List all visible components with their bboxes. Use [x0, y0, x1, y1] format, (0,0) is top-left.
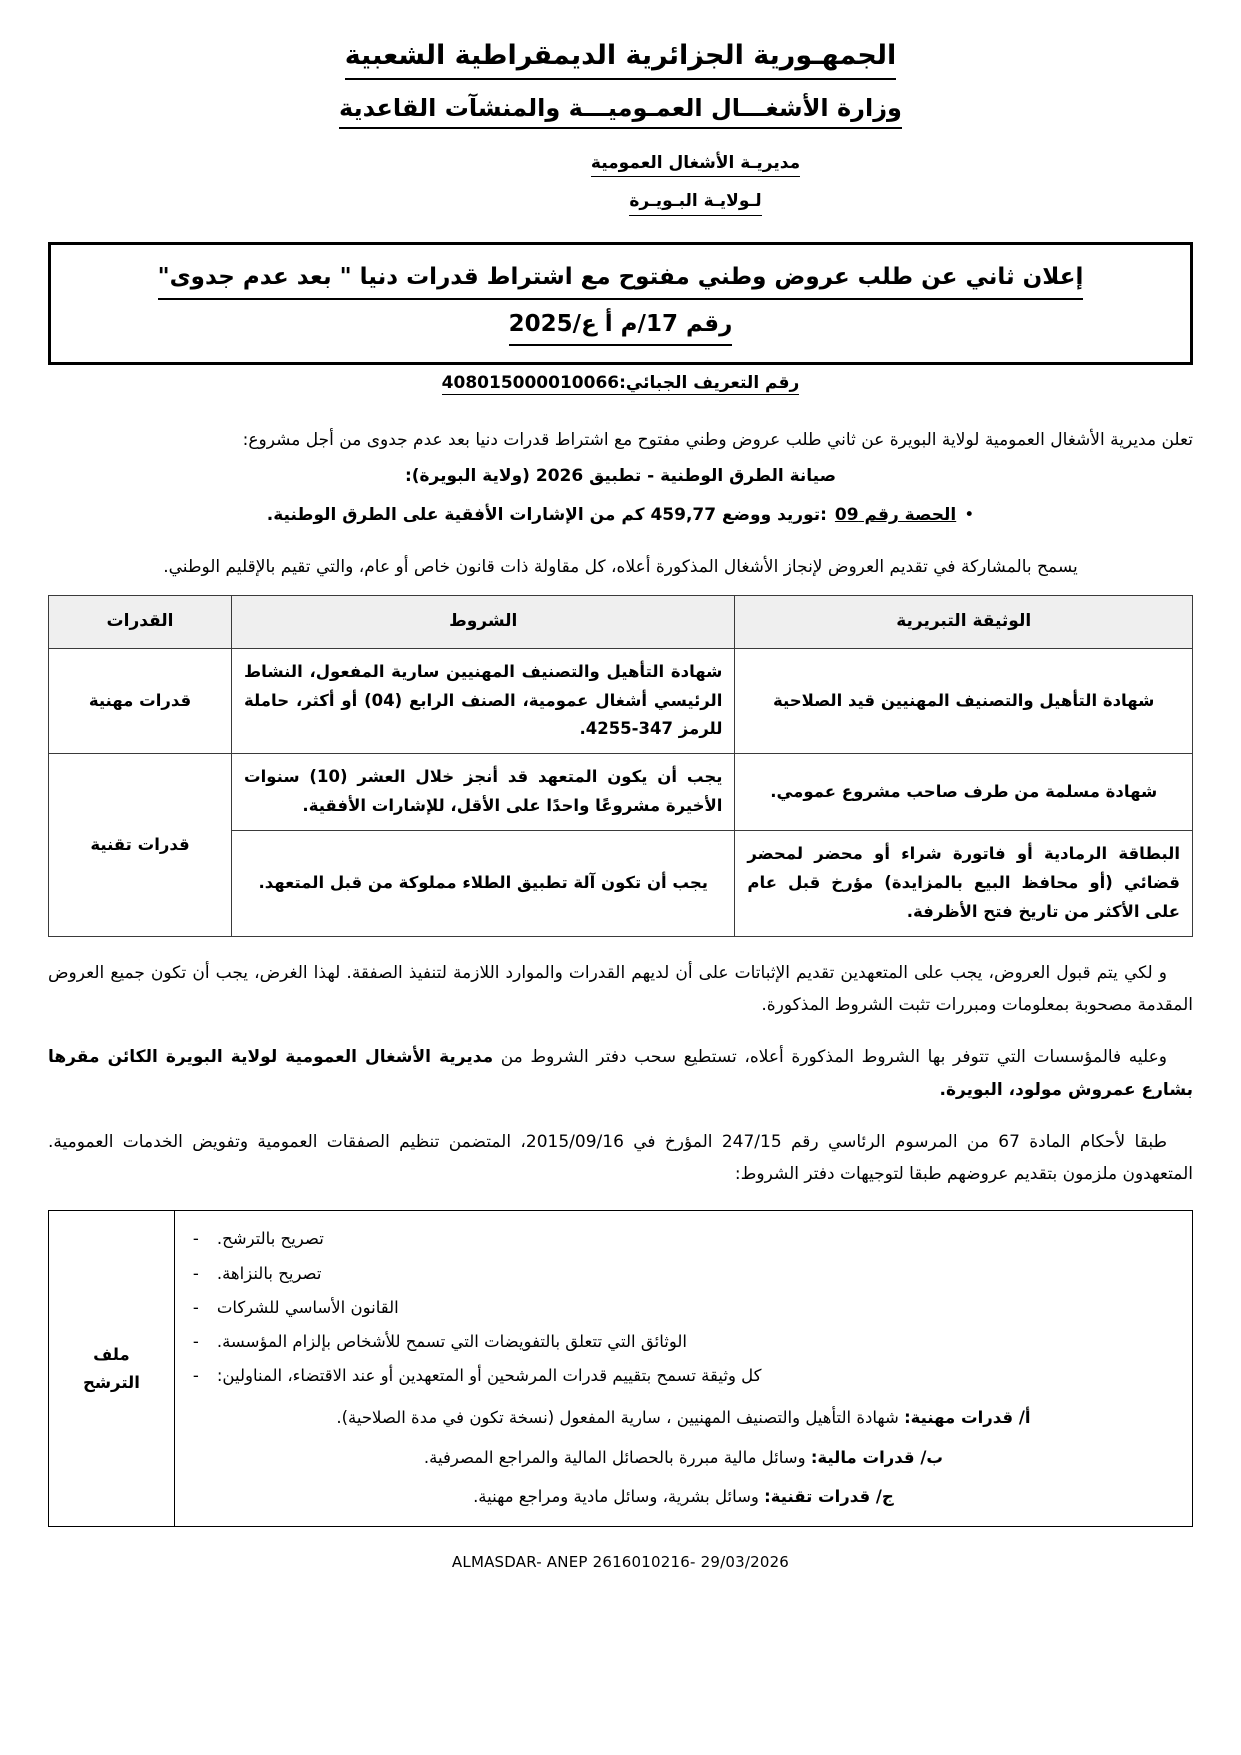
candidacy-item-list	[191, 1223, 1176, 1394]
project-name: صيانة الطرق الوطنية - تطبيق 2026 (ولاية البويرة):	[404, 465, 837, 486]
sub-item-technical	[191, 1481, 1176, 1512]
announcement-title-text: إعلان ثاني عن طلب عروض وطني مفتوح مع اشتراط قدرات دنيا " بعد عدم جدوى"	[158, 259, 1084, 300]
ministry-heading-text: وزارة الأشغـــال العمـوميـــة والمنشآت القاعدية	[339, 90, 902, 129]
candidacy-items-cell	[174, 1211, 1192, 1527]
tax-id-text: رقم التعريف الجبائي:408015000010066	[441, 373, 800, 394]
header-capabilities: القدرات	[49, 595, 232, 648]
header-document: الوثيقة التبريرية	[735, 595, 1193, 648]
sub-item-financial	[191, 1442, 1176, 1473]
table-row	[49, 754, 1193, 831]
withdrawal-paragraph	[48, 1041, 1193, 1106]
sub-item-professional	[191, 1402, 1176, 1433]
list-item	[191, 1326, 1176, 1360]
list-item	[191, 1223, 1176, 1257]
header-conditions: الشروط	[232, 595, 735, 648]
sub-item-financial-lead: ب/ قدرات مالية:	[810, 1447, 943, 1467]
candidacy-item-text: القانون الأساسي للشركات	[216, 1297, 399, 1317]
candidacy-label-line-1: ملف	[93, 1344, 130, 1364]
footer-reference: ALMASDAR- ANEP 2616010216- 29/03/2026	[451, 1553, 790, 1572]
announcement-title-box	[48, 242, 1193, 366]
bullet-icon: •	[964, 505, 975, 526]
candidacy-item-text: تصريح بالترشح.	[216, 1229, 324, 1249]
candidacy-item-text: تصريح بالنزاهة.	[216, 1263, 322, 1283]
lot-label: الحصة رقم 09	[834, 505, 957, 526]
directorate-line	[198, 151, 1193, 178]
announcement-number	[69, 306, 1172, 347]
candidacy-item-text: الوثائق التي تتعلق بالتفويضات التي تسمح للأشخاص بإلزام المؤسسة.	[216, 1331, 687, 1351]
sub-item-technical-text: وسائل بشرية، وسائل مادية ومراجع مهنية.	[473, 1486, 765, 1506]
lot-description: :توريد ووضع 459,77 كم من الإشارات الأفقية على الطرق الوطنية.	[266, 505, 827, 526]
sub-item-professional-lead: أ/ قدرات مهنية:	[904, 1408, 1031, 1428]
cell-capability-technical: قدرات تقنية	[49, 754, 232, 936]
dash-icon: -	[192, 1331, 199, 1351]
eligibility-paragraph: يسمح بالمشاركة في تقديم العروض لإنجاز الأشغال المذكورة أعلاه، كل مقاولة ذات قانون خاص أو عام، والتي تقيم بالإقليم الوطني.	[163, 557, 1078, 578]
table-row	[49, 648, 1193, 754]
table-row	[49, 1211, 1193, 1527]
sub-item-professional-text: شهادة التأهيل والتصنيف المهنيين ، سارية المفعول (نسخة تكون في مدة الصلاحية).	[336, 1408, 905, 1428]
candidacy-file-table	[48, 1210, 1193, 1527]
withdrawal-address: مديرية الأشغال العمومية لولاية البويرة الكائن مقرها بشارع عمروش مولود، البويرة.	[48, 1047, 1193, 1100]
cell-condition-3: يجب أن تكون آلة تطبيق الطلاء مملوكة من قبل المتعهد.	[232, 831, 735, 937]
candidacy-label-line-2: الترشح	[82, 1372, 140, 1392]
candidacy-file-label	[49, 1211, 175, 1527]
directorate-block	[48, 151, 1193, 216]
directorate-text: مديريـة الأشغال العمومية	[591, 151, 800, 178]
cell-capability-professional: قدرات مهنية	[49, 648, 232, 754]
announcement-number-text: رقم 17/م أ ع/2025	[509, 306, 733, 347]
capabilities-table	[48, 595, 1193, 937]
list-item	[191, 1258, 1176, 1292]
dash-icon: -	[192, 1263, 199, 1283]
intro-paragraph: تعلن مديرية الأشغال العمومية لولاية البويرة عن ثاني طلب عروض وطني مفتوح مع اشتراط قدرات دنيا بعد عدم جدوى من أجل مشروع:	[242, 430, 1193, 451]
decree-paragraph: طبقا لأحكام المادة 67 من المرسوم الرئاسي رقم 247/15 المؤرخ في 2015/09/16، المتضمن تنظيم الصفقات العمومية وتفويض الخدمات العمومية. المتعهدون ملزمون بتقديم عروضهم طبقا لتوجيهات دفتر الشروط:	[48, 1131, 1193, 1185]
list-item	[191, 1360, 1176, 1394]
sub-item-technical-lead: ج/ قدرات تقنية:	[764, 1486, 894, 1506]
ministry-heading	[48, 90, 1193, 129]
cell-condition-1: شهادة التأهيل والتصنيف المهنيين سارية المفعول، النشاط الرئيسي أشغال عمومية، الصنف الرابع (04) أو أكثر، حاملة للرمز 347-4255.	[232, 648, 735, 754]
sub-item-financial-text: وسائل مالية مبررة بالحصائل المالية والمراجع المصرفية.	[423, 1447, 811, 1467]
tax-id-line	[48, 373, 1193, 395]
wilaya-line	[198, 189, 1193, 216]
cell-condition-2: يجب أن يكون المتعهد قد أنجز خلال العشر (10) سنوات الأخيرة مشروعًا واحدًا على الأقل، للإشارات الأفقية.	[232, 754, 735, 831]
cell-document-3: البطاقة الرمادية أو فاتورة شراء أو محضر لمحضر قضائي (أو محافظ البيع بالمزايدة) مؤرخ قبل عام على الأكثر من تاريخ فتح الأظرفة.	[735, 831, 1193, 937]
proof-paragraph: و لكي يتم قبول العروض، يجب على المتعهدين تقديم الإثباتات على أن لديهم القدرات والموارد اللازمة لتنفيذ الصفقة. لهذا الغرض، يجب أن تكون جميع العروض المقدمة مصحوبة بمعلومات ومبررات تثبت الشروط المذكورة.	[48, 962, 1193, 1015]
cell-document-1: شهادة التأهيل والتصنيف المهنيين قيد الصلاحية	[735, 648, 1193, 754]
dash-icon: -	[192, 1366, 199, 1386]
capabilities-table-header-row	[49, 595, 1193, 648]
withdrawal-text: وعليه فالمؤسسات التي تتوفر بها الشروط المذكورة أعلاه، تستطيع سحب دفتر الشروط من	[493, 1047, 1167, 1068]
list-item	[191, 1292, 1176, 1326]
republic-heading-text: الجمهـورية الجزائرية الديمقراطية الشعبية	[345, 36, 897, 80]
announcement-title	[69, 259, 1172, 300]
cell-document-2: شهادة مسلمة من طرف صاحب مشروع عمومي.	[735, 754, 1193, 831]
dash-icon: -	[192, 1229, 199, 1249]
wilaya-text: لـولايـة البـويـرة	[629, 189, 761, 216]
dash-icon: -	[192, 1297, 199, 1317]
republic-heading	[48, 36, 1193, 80]
lot-bullet-row	[48, 501, 1193, 530]
candidacy-item-text: كل وثيقة تسمح بتقييم قدرات المرشحين أو المتعهدين أو عند الاقتضاء، المناولين:	[216, 1366, 762, 1386]
